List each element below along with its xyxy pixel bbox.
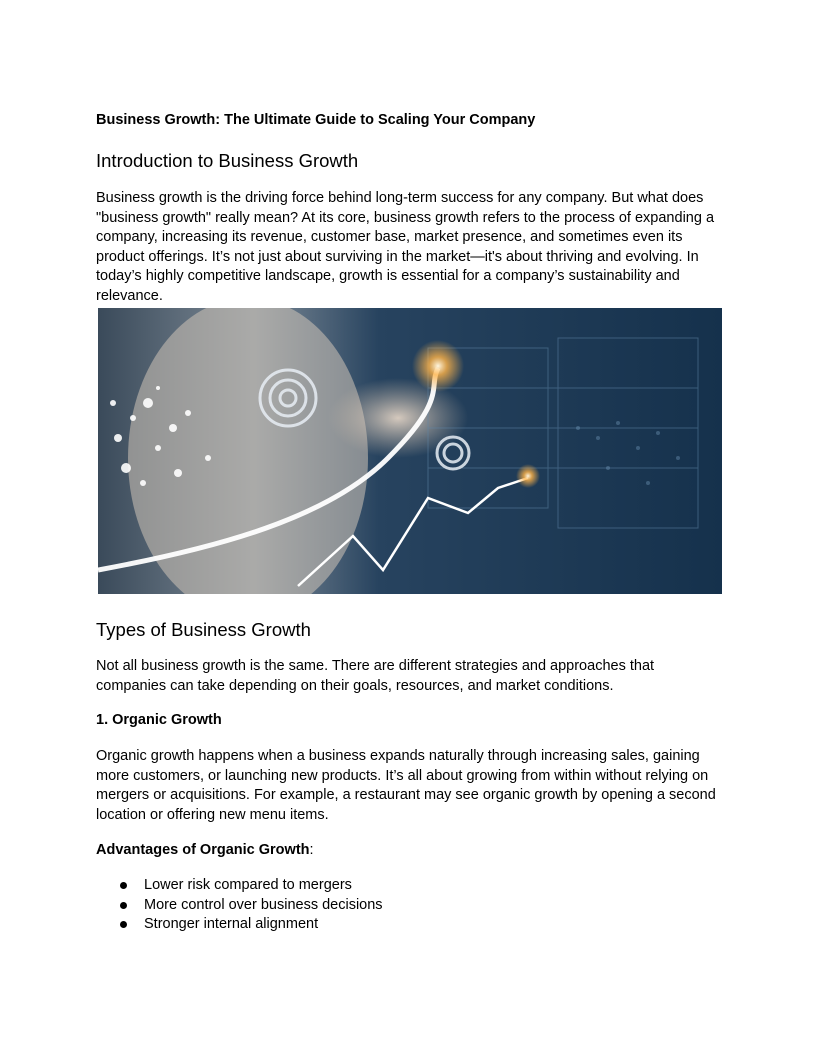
list-item	[96, 876, 383, 896]
list-item	[96, 915, 383, 935]
intro-heading: Introduction to Business Growth	[96, 150, 359, 171]
list-item-text: More control over business decisions	[144, 896, 383, 913]
advantages-label-line	[96, 841, 722, 861]
bullet-icon	[120, 882, 127, 889]
advantages-label: Advantages of Organic Growth	[96, 842, 310, 858]
document-title: Business Growth: The Ultimate Guide to Scaling Your Company	[96, 112, 536, 128]
organic-growth-heading: 1. Organic Growth	[96, 712, 222, 728]
advantages-colon: :	[309, 842, 314, 858]
bullet-icon	[120, 921, 127, 928]
bullet-icon	[120, 902, 127, 909]
advantages-list	[96, 876, 383, 935]
list-item-text: Lower risk compared to mergers	[144, 877, 352, 893]
intro-paragraph: Business growth is the driving force behind long-term success for any company. But what does "business growth" really mean? At its core, business growth refers to the process of expanding a company, increasing its revenue, customer base, market presence, and sometimes even its product offerings. It’s not just about surviving in the market—it's about thriving and evolving. In today’s highly competitive landscape, growth is essential for a company’s sustainability and relevance.	[96, 190, 715, 304]
organic-growth-paragraph: Organic growth happens when a business expands naturally through increasing sales, gaining more customers, or launching new products. It’s all about growing from within without relying on mergers or acquisitions. For example, a restaurant may see organic growth by opening a second location or offering new menu items.	[96, 748, 716, 823]
types-heading: Types of Business Growth	[96, 619, 311, 640]
list-item-text: Stronger internal alignment	[144, 916, 319, 932]
types-paragraph: Not all business growth is the same. There are different strategies and approaches that companies can take depending on their goals, resources, and market conditions.	[96, 658, 655, 694]
business-growth-image	[98, 308, 722, 594]
list-item	[96, 896, 383, 916]
